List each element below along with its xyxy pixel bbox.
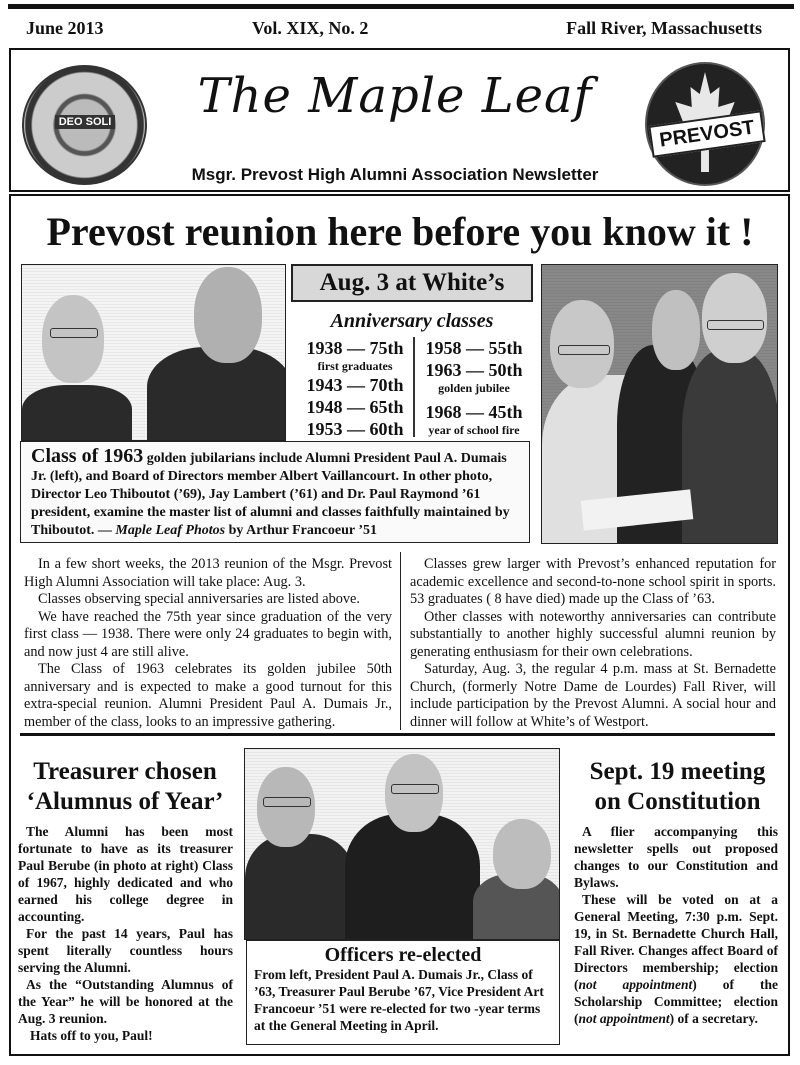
- column-divider: [400, 552, 401, 730]
- emphasis: not appointment: [578, 977, 693, 992]
- text: These will be voted on at a General Meeting, 7:30 p.m. Sept. 19, in St. Bernadette Church Hall, Fall River. Changes affect Board of Directors membership; election (: [574, 892, 778, 992]
- anniversary-entry: 1963 — 50th: [425, 360, 523, 380]
- section-divider: [20, 733, 775, 736]
- anniversary-note: first graduates: [317, 359, 393, 373]
- officers-headline: Officers re-elected: [324, 944, 482, 966]
- anniversary-entry: 1968 — 45th: [425, 402, 523, 422]
- caption-text: golden jubilarians include Alumni President Paul A. Dumais Jr. (left), and Board of Directors member Albert Vaillancourt. In other photo, Director Leo Thiboutot (’69), Jay Lambert (’61) and Dr. Paul Raymond ’61 president, examine the master list of alumni and classes faithfully maintained by Thiboutot. —: [31, 451, 510, 538]
- paragraph: [574, 891, 778, 1027]
- main-headline: Prevost reunion here before you know it !: [46, 209, 754, 254]
- photo-officers: [244, 748, 560, 940]
- paragraph: A flier accompanying this newsletter spells out proposed changes to our Constitution and Bylaws.: [574, 824, 778, 890]
- treasurer-headline-line1: Treasurer chosen: [33, 758, 217, 785]
- paragraph: The Alumni has been most fortunate to have as its treasurer Paul Berube (in photo at right) Class of 1967, highly dedicated and who earned his college degree in accounting.: [18, 824, 233, 924]
- newsletter-subtitle: Msgr. Prevost High Alumni Association Newsletter: [191, 165, 599, 184]
- paragraph: The Class of 1963 celebrates its golden jubilee 50th anniversary and is expected to make a good turnout for this extra-special reunion. Alumni President Paul A. Dumais Jr., member of the class, looks to an impressive gathering.: [24, 661, 392, 730]
- caption-credit-italic: Maple Leaf Photos: [115, 523, 226, 538]
- top-rule: [8, 4, 794, 9]
- event-date-box: Aug. 3 at White’s: [291, 264, 533, 302]
- issue-volume: Vol. XIX, No. 2: [252, 18, 369, 38]
- paragraph: For the past 14 years, Paul has spent literally countless hours serving the Alumni.: [18, 926, 233, 975]
- treasurer-story-body: [18, 823, 233, 1044]
- photo-class-of-1963: [21, 264, 286, 441]
- paragraph: We have reached the 75th year since graduation of the very first class — 1938. There were only 24 graduates to begin with, and now just 4 are still alive.: [24, 608, 392, 660]
- text: ) of a secretary.: [669, 1011, 758, 1026]
- paragraph: As the “Outstanding Alumnus of the Year” he will be honored at the Aug. 3 reunion.: [18, 977, 233, 1026]
- caption-credit: by Arthur Francoeur ’51: [225, 523, 377, 538]
- paragraph: Other classes with noteworthy anniversaries can contribute substantially to another highly successful alumni reunion by generating enthusiasm for their own celebrations.: [410, 608, 776, 660]
- photo-master-list: [541, 264, 778, 544]
- meeting-headline-line1: Sept. 19 meeting: [589, 758, 766, 785]
- anniversary-entry: 1938 — 75th: [306, 338, 404, 358]
- anniversary-note: golden jubilee: [438, 381, 510, 395]
- paragraph: In a few short weeks, the 2013 reunion of the Msgr. Prevost High Alumni Association will take place: Aug. 3.: [24, 556, 392, 590]
- emphasis: not appointment: [578, 1011, 670, 1026]
- treasurer-headline: [14, 757, 236, 817]
- officers-caption: From left, President Paul A. Dumais Jr., Class of ’63, Treasurer Paul Berube ’67, Vice President Art Francoeur ’51 were re-elected for two -year terms at the General Meeting in April.: [254, 967, 544, 1033]
- newsletter-title: The Maple Leaf: [197, 68, 593, 124]
- anniversaries-right: [418, 337, 530, 438]
- issue-location: Fall River, Massachusetts: [566, 18, 762, 38]
- meeting-story-body: [574, 823, 778, 1027]
- anniversaries-left: [300, 337, 410, 440]
- photo-caption: [20, 441, 530, 543]
- seal-motto: DEO SOLI: [55, 115, 115, 129]
- caption-lead: Class of 1963: [31, 445, 144, 467]
- logo-banner: PREVOST: [648, 110, 765, 158]
- anniversary-entry: 1953 — 60th: [306, 419, 404, 439]
- paragraph: Saturday, Aug. 3, the regular 4 p.m. mass at St. Bernadette Church, (formerly Notre Dame de Lourdes) Fall River, will include participation by the Prevost Alumni. A social hour and dinner will follow at White’s of Westport.: [410, 661, 776, 730]
- treasurer-headline-line2: ‘Alumnus of Year’: [26, 788, 224, 815]
- meeting-headline-line2: on Constitution: [594, 788, 761, 815]
- anniversary-title: Anniversary classes: [330, 310, 494, 332]
- story-column-right: [410, 556, 776, 731]
- anniversary-entry: 1948 — 65th: [306, 397, 404, 417]
- paragraph: Classes grew larger with Prevost’s enhanced reputation for academic excellence and second-to-none school spirit in sports. 53 graduates ( 8 have died) made up the Class of ’63.: [410, 556, 776, 607]
- meeting-headline: [565, 757, 790, 817]
- officers-caption-box: [246, 940, 560, 1045]
- anniversary-divider: [413, 337, 415, 437]
- anniversary-note: year of school fire: [428, 423, 520, 437]
- paragraph: Hats off to you, Paul!: [30, 1028, 153, 1043]
- anniversary-entry: 1958 — 55th: [425, 338, 523, 358]
- text: ) of the Scholarship Committee; election (: [574, 977, 778, 1026]
- paragraph: Classes observing special anniversaries are listed above.: [38, 591, 360, 607]
- story-column-left: [24, 556, 392, 731]
- issue-date: June 2013: [26, 18, 104, 38]
- anniversary-entry: 1943 — 70th: [306, 375, 404, 395]
